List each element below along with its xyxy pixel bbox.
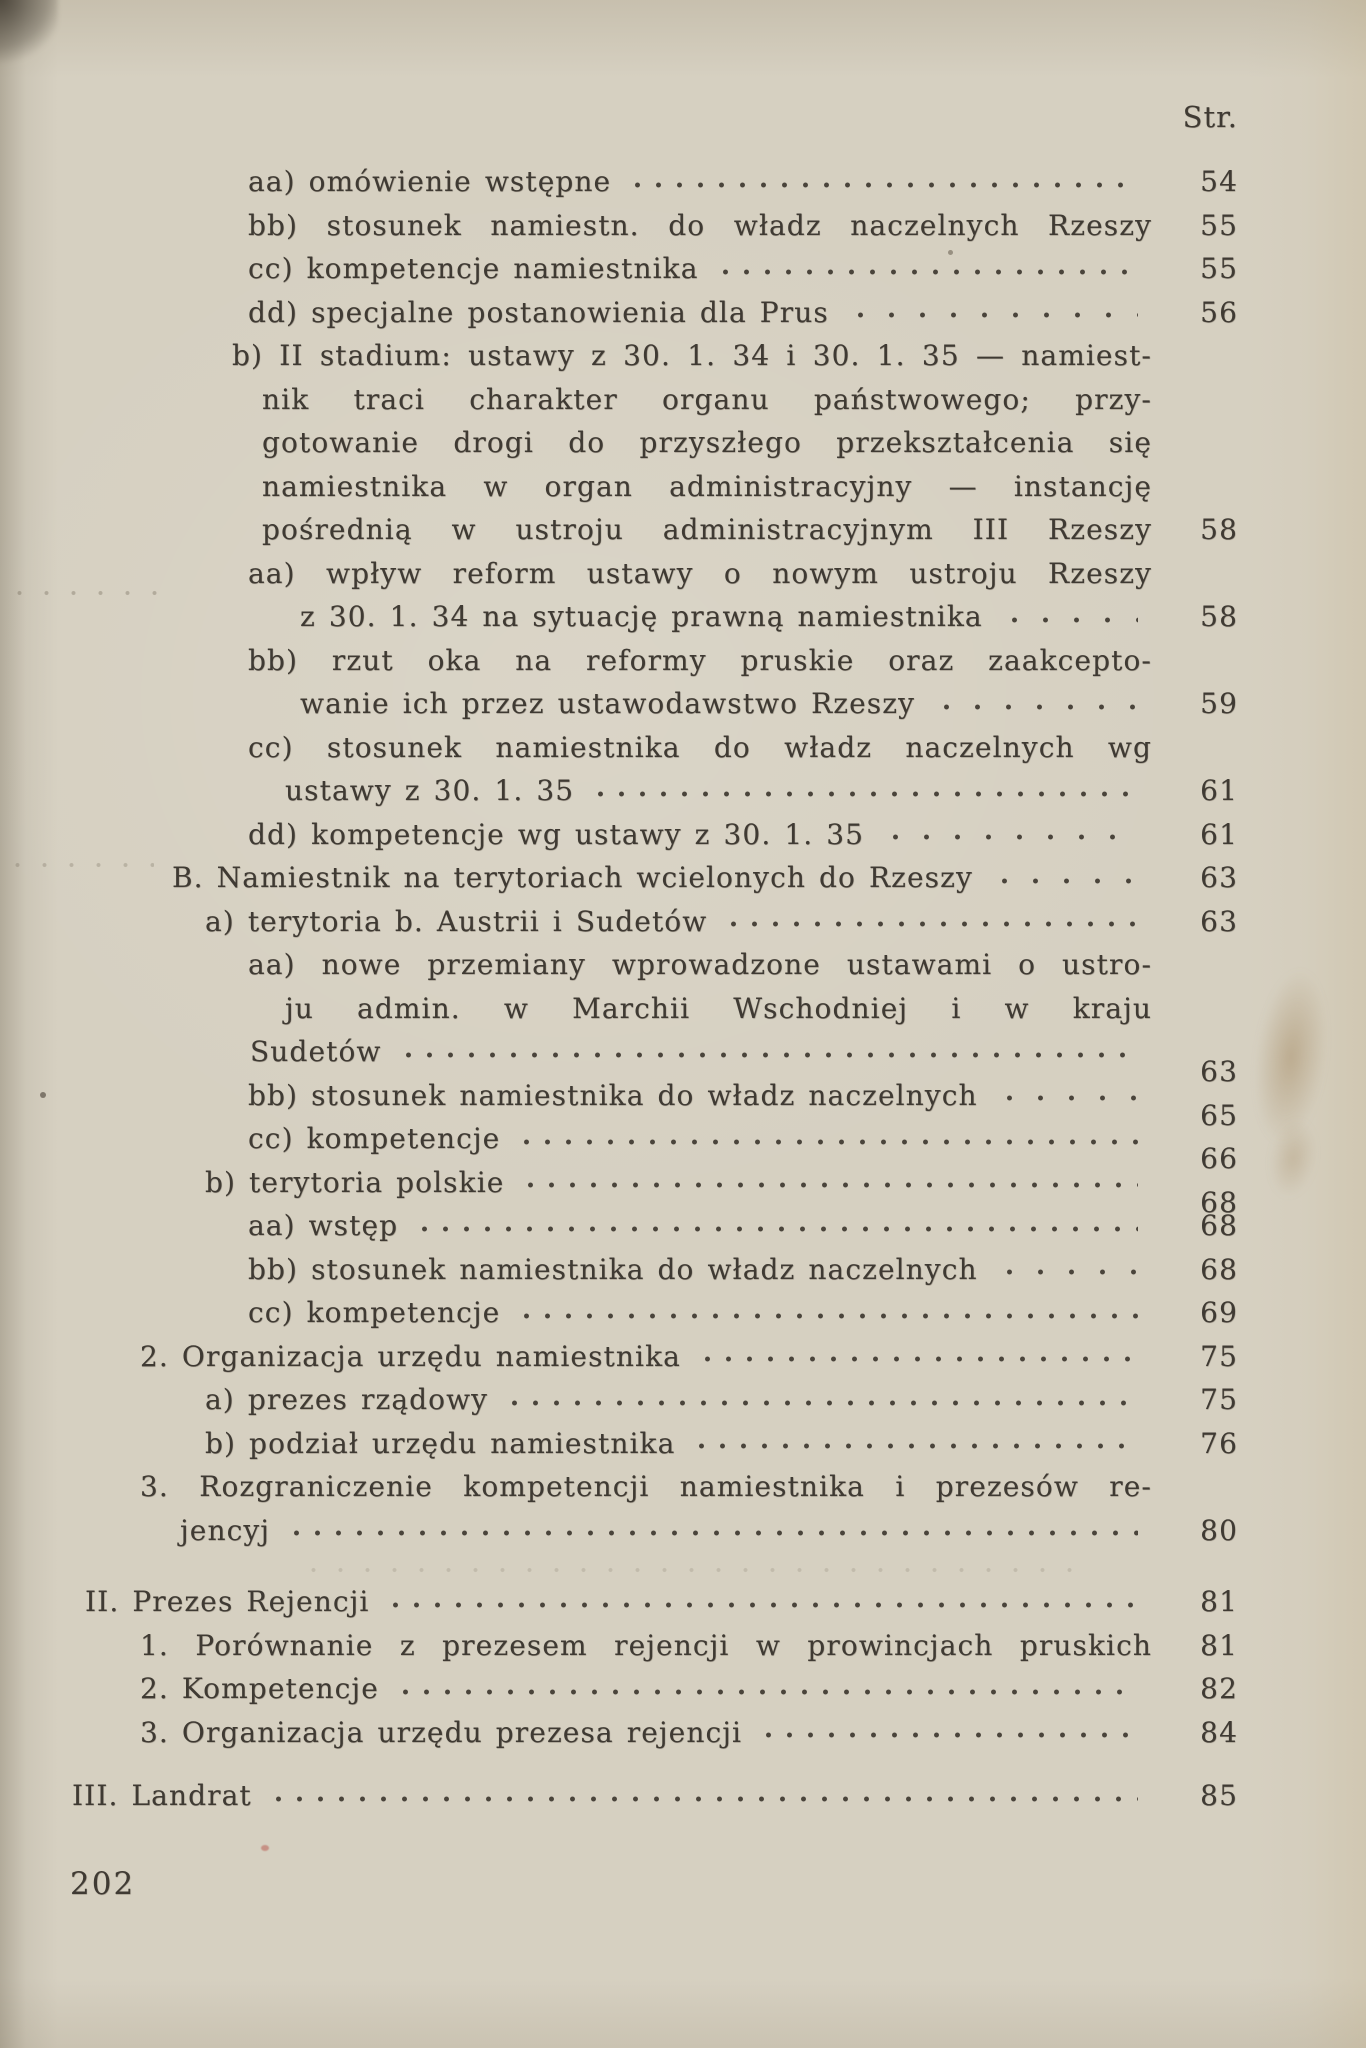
toc-row [0,421,1366,465]
toc-row [0,552,1366,596]
toc-row [0,943,1366,987]
toc-entry-text: aa) omówienie wstępne [248,165,612,199]
toc-row [0,1422,1366,1466]
toc-entry-text: aa) nowe przemiany wprowadzone ustawami o ustro- [248,948,1152,982]
toc-entry-text: z 30. 1. 34 na sytuację prawną namiestnika [300,600,983,634]
dot-leader [754,1731,1138,1739]
toc-entry-page: 58 [1200,600,1238,634]
toc-row [0,1774,1366,1818]
toc-entry-page: 65 [1200,1098,1238,1132]
toc-row [0,900,1366,944]
toc-entry-text: III. Landrat [72,1779,252,1813]
toc-row [0,378,1366,422]
toc-entry-text: 2. Kompetencje [140,1672,379,1706]
toc-entry-page: 85 [1200,1779,1238,1813]
toc-entry-text: nik traci charakter organu państwowego; przy- [262,382,1152,416]
toc-entry-page: 68 [1200,1185,1238,1219]
toc-entry-page: 58 [1200,513,1238,547]
dot-leader [990,1268,1138,1276]
dot-leader [410,1225,1138,1233]
toc-entry-text: II. Prezes Rejencji [85,1585,370,1619]
dot-leader [381,1601,1138,1609]
toc-entry-text: 1. Porównanie z prezesem rejencji w prowincjach pruskich [140,1628,1152,1662]
toc-entry-text: jencyj [180,1513,271,1547]
toc-entry-text: bb) stosunek namiestn. do władz naczelnych Rzeszy [248,208,1152,242]
toc-entry-text: 3. Rozgraniczenie kompetencji namiestnika i prezesów re- [140,1470,1152,1504]
toc-row [0,769,1366,813]
toc-entry-page: 61 [1200,774,1238,808]
toc-entry-page: 75 [1200,1339,1238,1373]
toc-row [0,1248,1366,1292]
toc-row [0,856,1366,900]
dot-leader [711,268,1138,276]
toc-entry-text: gotowanie drogi do przyszłego przekształcenia się [262,426,1152,460]
dot-leader [990,1094,1138,1102]
dot-leader [516,1181,1138,1189]
dot-leader [876,833,1138,841]
toc-entry-text: ustawy z 30. 1. 35 [285,774,575,808]
toc-entry-page: 66 [1200,1142,1238,1176]
toc-row [0,1465,1366,1509]
toc-row [0,1378,1366,1422]
dot-leader [512,1312,1138,1320]
toc-entry-text: a) terytoria b. Austrii i Sudetów [205,904,708,938]
toc-row [0,291,1366,335]
toc-entry-page: 55 [1200,252,1238,286]
dot-leader [394,1051,1139,1059]
toc-entry-page: 59 [1200,687,1238,721]
toc-entry-page: 84 [1200,1715,1238,1749]
toc-entry-page: 82 [1200,1672,1238,1706]
page-number: 202 [70,1866,136,1902]
toc-row [0,639,1366,683]
toc-entry-text: Sudetów [250,1035,382,1069]
toc-row [0,204,1366,248]
toc-entry-text: 3. Organizacja urzędu prezesa rejencji [140,1715,743,1749]
toc-entry-text: 2. Organizacja urzędu namiestnika [140,1339,681,1373]
toc-row [0,1711,1366,1755]
toc-entry-page: 61 [1200,817,1238,851]
toc-entry-page: 63 [1200,1055,1238,1089]
toc-entry-text: b) podział urzędu namiestnika [205,1426,676,1460]
toc-row [0,1624,1366,1668]
toc-entry-text: dd) kompetencje wg ustawy z 30. 1. 35 [248,817,865,851]
toc-entry-page: 68 [1200,1209,1238,1243]
toc-entry-text: cc) kompetencje [248,1122,501,1156]
toc-entry-text: B. Namiestnik na terytoriach wcielonych do Rzeszy [172,861,973,895]
toc-entry-page: 76 [1200,1426,1238,1460]
table-of-contents [0,160,1366,1818]
toc-entry-text: cc) kompetencje namiestnika [248,252,699,286]
toc-entry-page: 56 [1200,295,1238,329]
toc-row [0,1667,1366,1711]
dot-leader [927,703,1138,711]
dot-leader [586,790,1138,798]
toc-entry-text: pośrednią w ustroju administracyjnym III Rzeszy [262,513,1152,547]
toc-row [0,682,1366,726]
dot-leader [500,1399,1138,1407]
toc-entry-page: 80 [1200,1513,1238,1547]
toc-row [0,726,1366,770]
toc-row [0,465,1366,509]
toc-entry-page: 69 [1200,1296,1238,1330]
toc-entry-text: aa) wpływ reform ustawy o nowym ustroju Rzeszy [248,556,1152,590]
toc-row [0,508,1366,552]
dot-leader [264,1795,1138,1803]
toc-row [0,334,1366,378]
toc-entry-page: 68 [1200,1252,1238,1286]
toc-row [0,813,1366,857]
toc-entry-text: wanie ich przez ustawodawstwo Rzeszy [300,687,916,721]
toc-row [0,1030,1366,1089]
toc-row [0,247,1366,291]
toc-entry-text: ju admin. w Marchii Wschodniej i w kraju [285,991,1152,1025]
toc-entry-text: bb) stosunek namiestnika do władz naczelnych [248,1078,978,1112]
dot-leader [687,1442,1138,1450]
toc-entry-text: bb) rzut oka na reformy pruskie oraz zaakcepto- [248,643,1152,677]
dot-leader [512,1138,1138,1146]
dot-leader [985,877,1138,885]
dot-leader [623,181,1138,189]
toc-entry-text: namiestnika w organ administracyjny — instancję [262,469,1152,503]
toc-entry-text: cc) kompetencje [248,1296,501,1330]
page-column-header: Str. [1182,100,1238,134]
toc-entry-page: 63 [1200,904,1238,938]
dot-leader [282,1529,1138,1537]
dot-leader [693,1355,1138,1363]
dot-leader [719,920,1138,928]
toc-entry-text: aa) wstęp [248,1209,399,1243]
dot-leader [995,616,1138,624]
toc-entry-page: 81 [1200,1585,1238,1619]
toc-entry-text: b) terytoria polskie [205,1165,505,1199]
toc-row [0,987,1366,1031]
toc-row [0,1335,1366,1379]
dot-leader [841,311,1138,319]
toc-entry-text: a) prezes rządowy [205,1383,489,1417]
paper-speck [261,1845,269,1851]
toc-row [0,160,1366,204]
toc-entry-page: 75 [1200,1383,1238,1417]
dot-leader [391,1688,1138,1696]
toc-row [0,1580,1366,1624]
toc-row [0,595,1366,639]
toc-entry-text: cc) stosunek namiestnika do władz naczelnych wg [248,730,1152,764]
toc-row [0,1291,1366,1335]
page-corner-shadow [0,0,58,64]
toc-row [0,1509,1366,1553]
toc-entry-page: 54 [1200,165,1238,199]
toc-entry-text: bb) stosunek namiestnika do władz naczelnych [248,1252,978,1286]
toc-entry-page: 55 [1200,208,1238,242]
toc-entry-page: 63 [1200,861,1238,895]
toc-entry-text: dd) specjalne postanowienia dla Prus [248,295,829,329]
toc-entry-page: 81 [1200,1628,1238,1662]
toc-entry-text: b) II stadium: ustawy z 30. 1. 34 i 30. 1. 35 — namiest- [232,339,1152,373]
